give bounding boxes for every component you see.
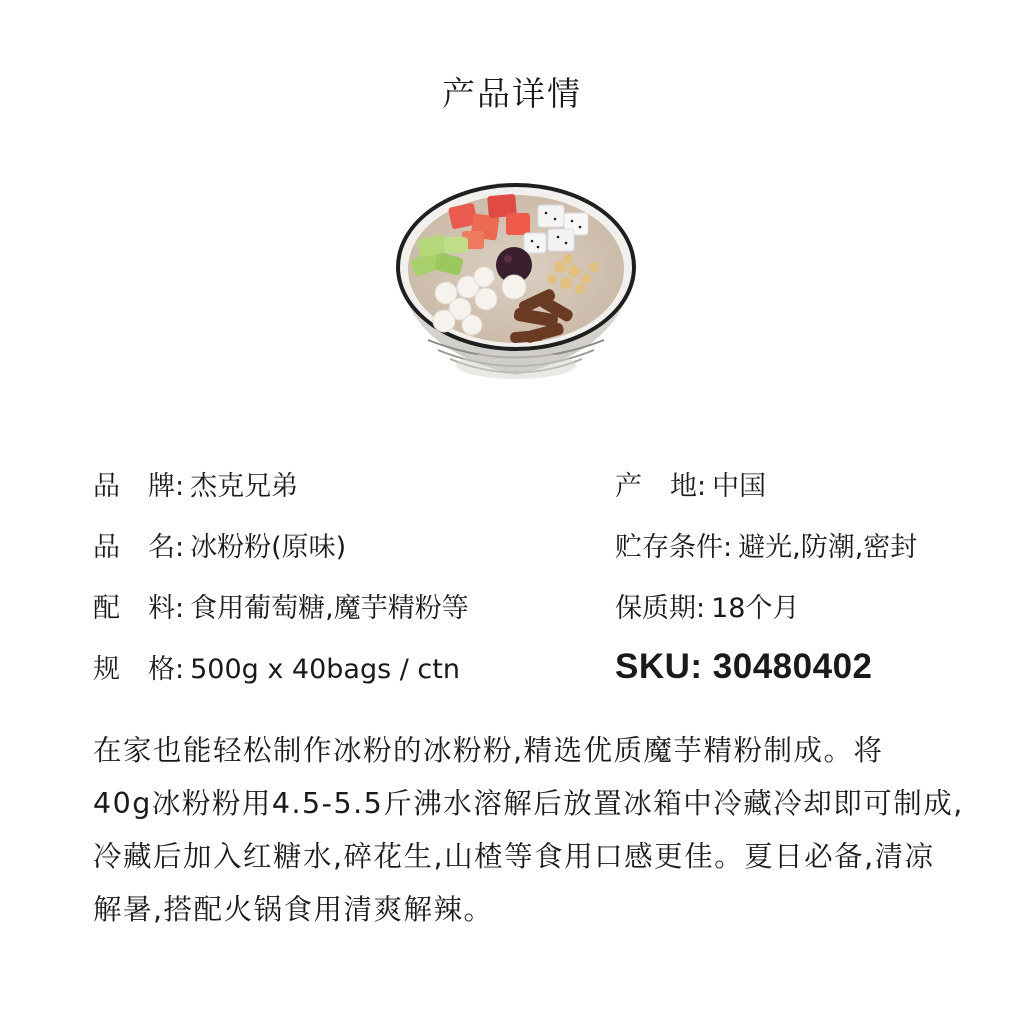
spec-brand-value: 杰克兄弟: [190, 471, 299, 502]
spec-origin: 产 地 : 中国: [615, 469, 766, 505]
spec-product-name-value: 冰粉粉(原味): [190, 532, 347, 563]
spec-storage-value: 避光,防潮,密封: [738, 532, 918, 563]
spec-brand-key: 品 牌: [93, 471, 175, 502]
spec-origin-value: 中国: [712, 471, 767, 502]
spec-shelf-life: 保质期: 18个月: [615, 591, 799, 627]
spec-shelf-life-value: 18个月: [711, 593, 800, 624]
description-line: 冷藏后加入红糖水,碎花生,山楂等食用口感更佳。夏日必备,清凉: [93, 840, 935, 873]
spec-shelf-life-key: 保质期: [615, 593, 696, 624]
spec-storage-key: 贮存条件: [615, 532, 723, 563]
spec-ingredients-key: 配 料: [93, 593, 175, 624]
spec-product-name-key: 品 名: [93, 532, 175, 563]
spec-packaging-value: 500g x 40bags / ctn: [190, 654, 460, 685]
page-title: 产品详情: [442, 74, 582, 113]
spec-ingredients: 配 料 : 食用葡萄糖,魔芋精粉等: [93, 591, 469, 627]
description-line: 在家也能轻松制作冰粉的冰粉粉,精选优质魔芋精粉制成。将: [93, 734, 884, 767]
bowl-of-ice-jelly-illustration: [388, 175, 644, 390]
spec-storage: 贮存条件: 避光,防潮,密封: [615, 530, 917, 566]
product-description: [93, 724, 983, 936]
spec-packaging-key: 规 格: [93, 654, 175, 685]
product-image: [388, 175, 644, 390]
spec-packaging: 规 格 : 500g x 40bags / ctn: [93, 652, 460, 688]
description-line: 解暑,搭配火锅食用清爽解辣。: [93, 893, 494, 926]
spec-product-name: 品 名 : 冰粉粉(原味): [93, 530, 346, 566]
spec-origin-key: 产 地: [615, 471, 697, 502]
sku-label: SKU: 30480402: [615, 647, 873, 686]
spec-brand: 品 牌 : 杰克兄弟: [93, 469, 298, 505]
description-line: 40g冰粉粉用4.5-5.5斤沸水溶解后放置冰箱中冷藏冷却即可制成,: [93, 787, 964, 820]
spec-ingredients-value: 食用葡萄糖,魔芋精粉等: [190, 593, 469, 624]
